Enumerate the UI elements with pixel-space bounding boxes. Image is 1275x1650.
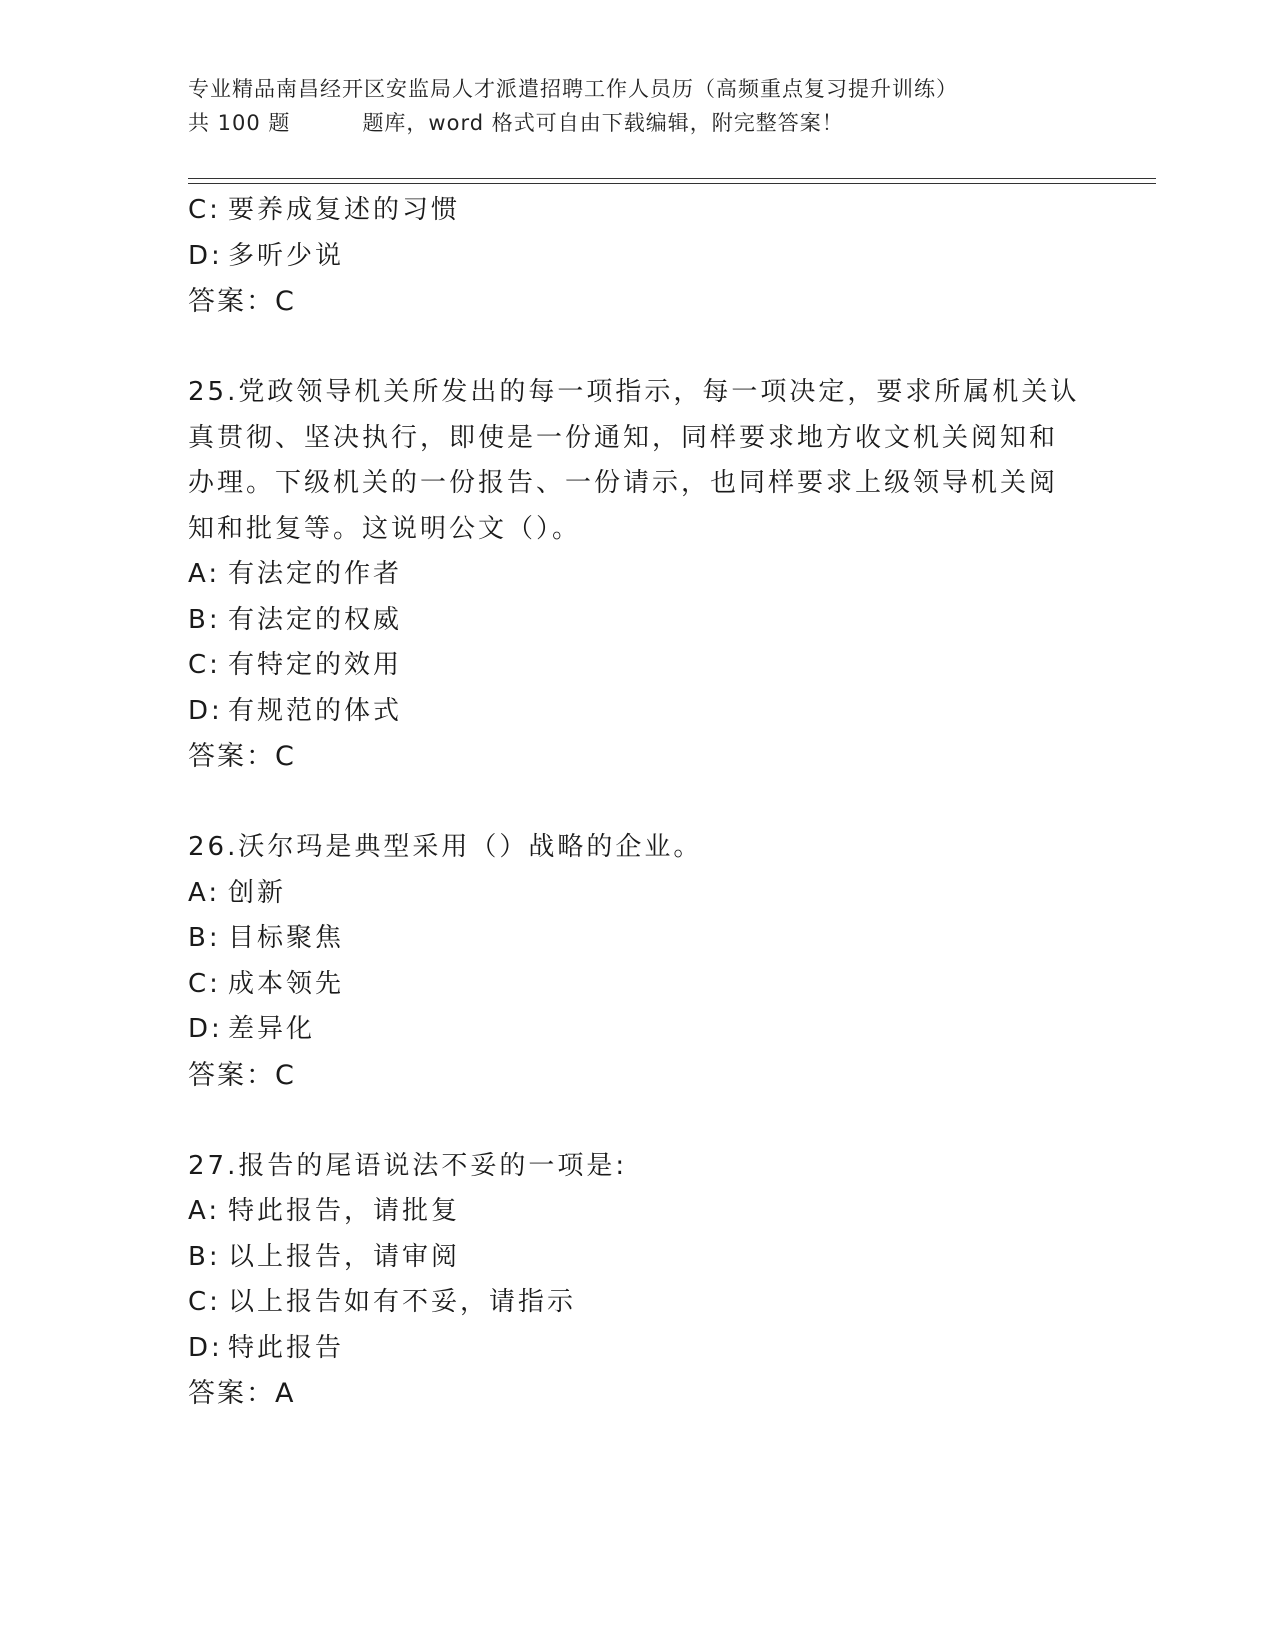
option-c: C: 以上报告如有不妥，请指示: [188, 1287, 577, 1317]
question-24-continued: [188, 188, 1088, 325]
option-d: D: 差异化: [188, 1014, 316, 1044]
question-25: [188, 370, 1088, 780]
document-header: [188, 72, 1148, 140]
header-divider-top: [188, 178, 1156, 179]
document-body: [188, 188, 1088, 1417]
option-a: A: 特此报告，请批复: [188, 1196, 461, 1226]
option-b: B: 以上报告，请审阅: [188, 1241, 461, 1272]
option-c: C: 有特定的效用: [188, 650, 403, 680]
question-text: 27.报告的尾语说法不妥的一项是:: [188, 1150, 628, 1181]
answer-line: 答案：C: [188, 741, 296, 772]
question-26: [188, 825, 1088, 1098]
question-text: 26.沃尔玛是典型采用（）战略的企业。: [188, 832, 703, 862]
answer-line: 答案：A: [188, 1378, 296, 1409]
option-a: A: 创新: [188, 877, 287, 908]
header-divider-bottom: [188, 183, 1156, 184]
option-c: C: 成本领先: [188, 968, 345, 999]
option-d: D: 有规范的体式: [188, 695, 403, 726]
header-title: 专业精品南昌经开区安监局人才派遣招聘工作人员历（高频重点复习提升训练）: [188, 77, 958, 101]
question-27: [188, 1144, 1088, 1417]
option-b: B: 有法定的权威: [188, 604, 403, 635]
option-b: B: 目标聚焦: [188, 923, 345, 953]
option-c: C: 要养成复述的习惯: [188, 195, 461, 225]
option-a: A: 有法定的作者: [188, 559, 403, 589]
answer-line: 答案：C: [188, 1059, 296, 1091]
option-d: D: 多听少说: [188, 240, 345, 271]
header-question-count: 共 100 题: [188, 111, 291, 135]
option-d: D: 特此报告: [188, 1332, 345, 1363]
header-description: 题库，word 格式可自由下载编辑，附完整答案！: [362, 111, 844, 135]
question-text: 25.党政领导机关所发出的每一项指示，每一项决定，要求所属机关认 真贯彻、坚决执行，即使是一份通知，同样要求地方收文机关阅知和 办理。下级机关的一份报告、一份请示，也同样要求上级领导机关阅 知和批复等。这说明公文（）。: [188, 377, 1080, 544]
answer-line: 答案：C: [188, 286, 296, 317]
header-subtitle: [188, 106, 1148, 140]
